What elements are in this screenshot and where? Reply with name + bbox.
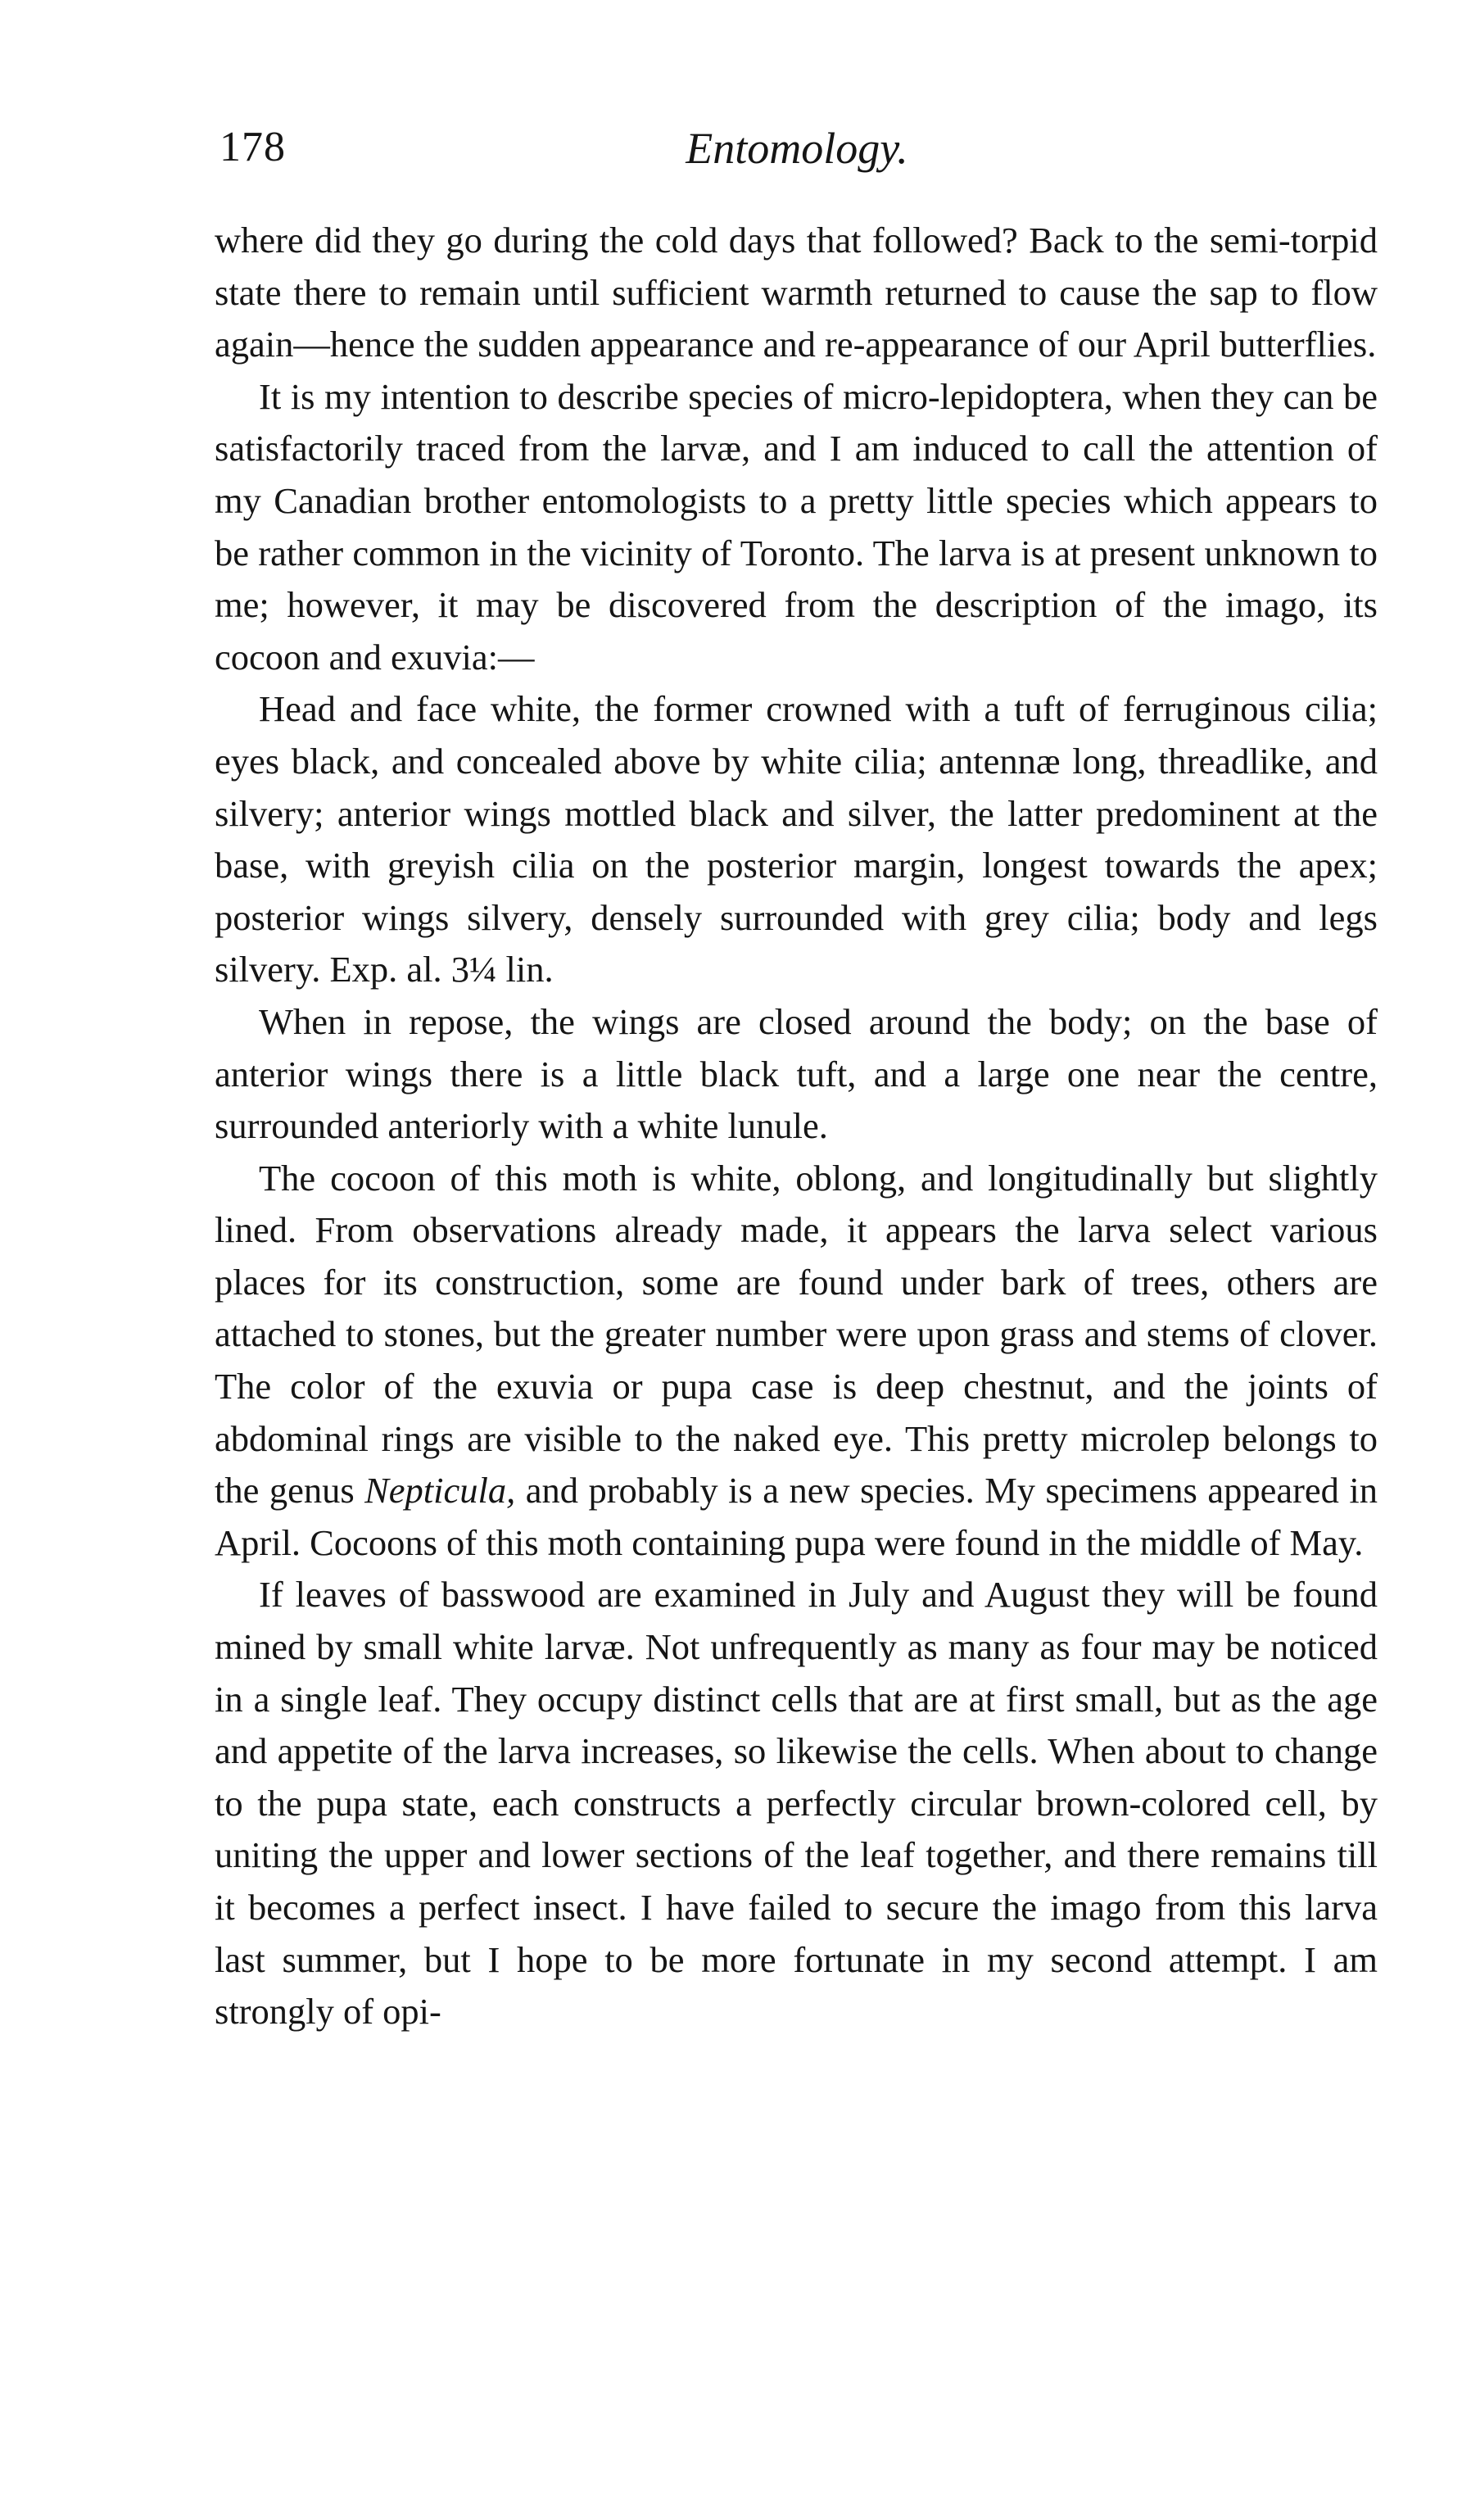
page-number: 178 xyxy=(220,124,286,170)
running-head: Entomology. xyxy=(686,124,908,173)
paragraph-micro-lepidoptera-intro: It is my intention to describe species of micro-lepidoptera, when they can be satisfactorily traced from the larvæ, and I am induced to call the attention of my Canadian brother entomologists to a pretty little species which appears to be rather common in the vicinity of Toronto. The larva is at present unknown to me; however, it may be discovered from the description of the imago, its cocoon and exuvia:— xyxy=(215,375,1378,678)
cocoon-text-end: and probably is a new species. My specimens appeared in April. Cocoons of this moth containing pupa were found in the middle of May. xyxy=(215,1470,1378,1563)
paragraph-repose: When in repose, the wings are closed around the body; on the base of anterior wings there is a little black tuft, and a large one near the centre, surrounded anteriorly with a white lunule. xyxy=(215,1000,1378,1147)
genus-name: Nepticula, xyxy=(364,1470,516,1512)
paragraph-cocoon xyxy=(215,1153,1378,1570)
body-text xyxy=(215,215,1378,2038)
paragraph-basswood-larvae: If leaves of basswood are examined in July and August they will be found mined by small white larvæ. Not unfrequently as many as four may be noticed in a single leaf. They occupy distinct cells that are at first small, but as the age and appetite of the larva increases, so likewise the cells. When about to change to the pupa state, each constructs a perfectly circular brown-colored cell, by uniting the upper and lower sections of the leaf together, and there remains till it becomes a perfect insect. I have failed to secure the imago from this larva last summer, but I hope to be more fortunate in my second attempt. I am strongly of opi- xyxy=(215,1574,1378,2033)
page-header xyxy=(220,123,1374,188)
cocoon-text-start: The cocoon of this moth is white, oblong, and longitudinally but slightly lined. From observations already made, it appears the larva select various places for its construction, some are found under bark of trees, others are attached to stones, but the greater number were upon grass and stems of clover. The color of the exuvia or pupa case is deep chestnut, and the joints of abdominal rings are visible to the naked eye. This pretty microlep belongs to the genus xyxy=(215,1157,1378,1512)
paragraph-imago-description: Head and face white, the former crowned with a tuft of ferruginous cilia; eyes black, and concealed above by white cilia; antennæ long, threadlike, and silvery; anterior wings mottled black and silver, the latter predominent at the base, with greyish cilia on the posterior margin, longest towards the apex; posterior wings silvery, densely surrounded with grey cilia; body and legs silvery. Exp. al. 3¼ lin. xyxy=(215,688,1378,990)
paragraph-continuation: where did they go during the cold days that followed? Back to the semi-torpid state there to remain until sufficient warmth returned to cause the sap to flow again—hence the sudden appearance and re-appearance of our April butterflies. xyxy=(215,220,1378,365)
